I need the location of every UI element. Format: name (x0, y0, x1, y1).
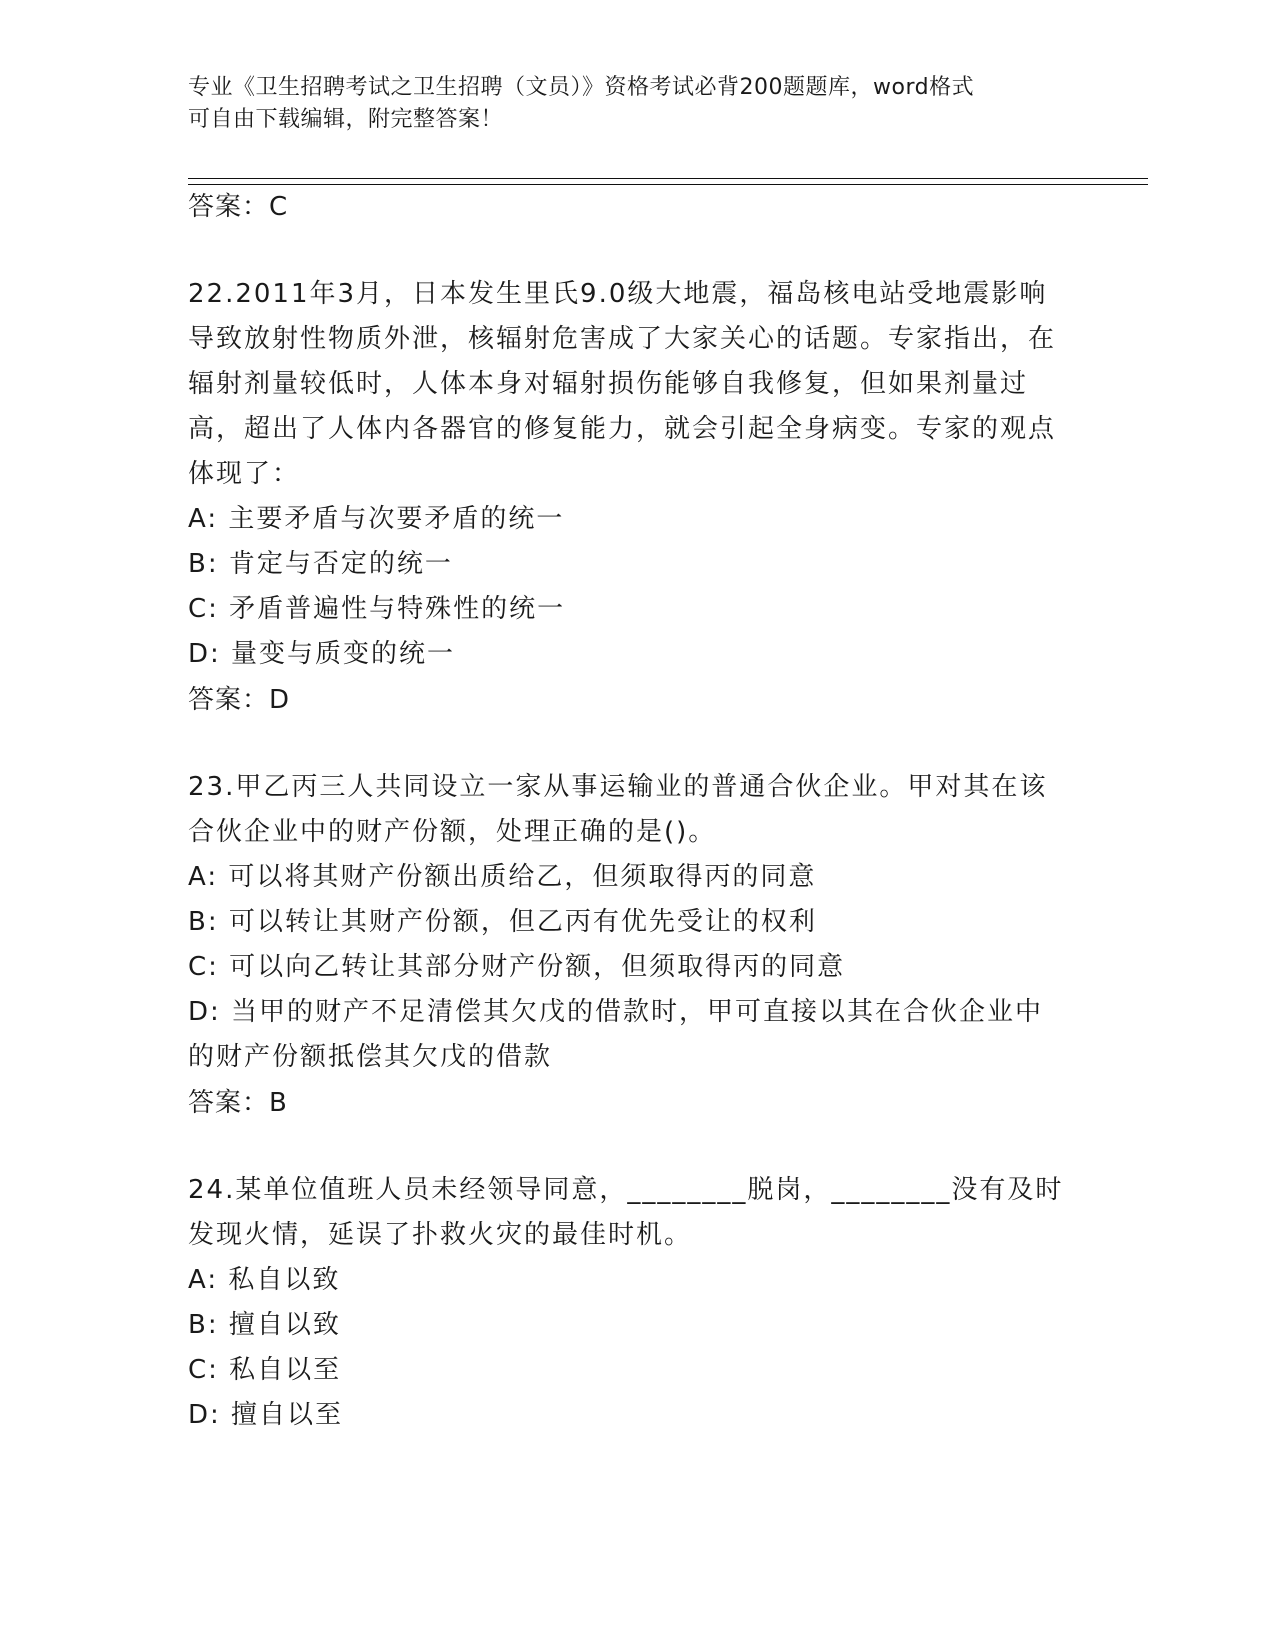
document-header (188, 72, 1088, 136)
header-line-2: 可自由下载编辑，附完整答案！ (188, 107, 504, 132)
question-stem: 23.甲乙丙三人共同设立一家从事运输业的普通合伙企业。甲对其在该合伙企业中的财产份额，处理正确的是()。 (188, 772, 1048, 847)
question-22 (188, 272, 1088, 723)
option-a: A: 主要矛盾与次要矛盾的统一 (188, 504, 565, 534)
option-a: A: 私自以致 (188, 1265, 341, 1295)
option-b: B: 擅自以致 (188, 1310, 341, 1340)
option-b: B: 肯定与否定的统一 (188, 549, 453, 579)
option-d: D: 量变与质变的统一 (188, 639, 456, 669)
answer-previous: 答案：C (188, 192, 289, 222)
option-c: C: 矛盾普遍性与特殊性的统一 (188, 594, 566, 624)
option-d: D: 擅自以至 (188, 1400, 344, 1430)
option-c: C: 私自以至 (188, 1355, 342, 1385)
option-b: B: 可以转让其财产份额，但乙丙有优先受让的权利 (188, 907, 817, 937)
document-body (188, 184, 1088, 1438)
option-c: C: 可以向乙转让其部分财产份额，但须取得丙的同意 (188, 952, 846, 982)
answer: 答案：B (188, 1088, 288, 1118)
question-stem: 22.2011年3月，日本发生里氏9.0级大地震，福岛核电站受地震影响导致放射性物质外泄，核辐射危害成了大家关心的话题。专家指出，在辐射剂量较低时，人体本身对辐射损伤能够自我修复，但如果剂量过高，超出了人体内各器官的修复能力，就会引起全身病变。专家的观点体现了： (188, 279, 1057, 489)
answer: 答案：D (188, 685, 291, 715)
option-a: A: 可以将其财产份额出质给乙，但须取得丙的同意 (188, 862, 817, 892)
question-stem: 24.某单位值班人员未经领导同意，________脱岗，________没有及时发现火情，延误了扑救火灾的最佳时机。 (188, 1175, 1064, 1250)
question-24 (188, 1168, 1088, 1438)
header-line-1: 专业《卫生招聘考试之卫生招聘（文员）》资格考试必背200题题库，word格式 (188, 75, 975, 100)
option-d: D: 当甲的财产不足清偿其欠戊的借款时，甲可直接以其在合伙企业中的财产份额抵偿其欠戊的借款 (188, 997, 1044, 1072)
question-23 (188, 765, 1088, 1126)
